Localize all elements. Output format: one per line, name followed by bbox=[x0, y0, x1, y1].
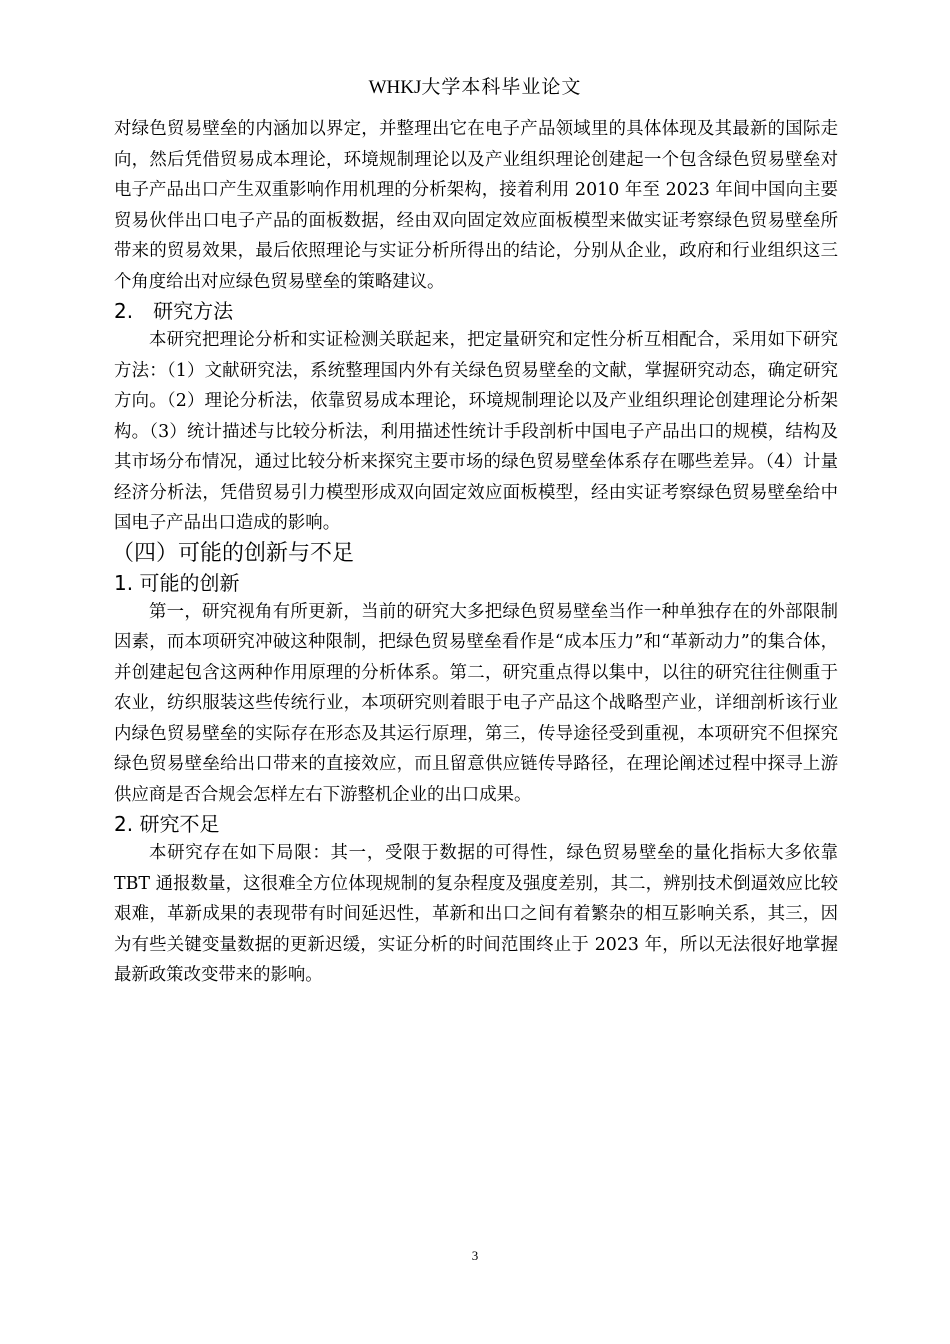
heading-shortcoming: 2. 研究不足 bbox=[114, 812, 220, 836]
paragraph-innovation: 第一，研究视角有所更新，当前的研究大多把绿色贸易壁垒当作一种单独存在的外部限制因素，而本项研究冲破这种限制，把绿色贸易壁垒看作是“成本压力”和“革新动力”的集合体，并创建起包含这两种作用原理的分析体系。第二，研究重点得以集中，以往的研究往往侧重于农业，纺织服装这些传统行业，本项研究则着眼于电子产品这个战略型产业，详细剖析该行业内绿色贸易壁垒的实际存在形态及其运行原理，第三，传导途径受到重视，本项研究不但探究绿色贸易壁垒给出口带来的直接效应，而且留意供应链传导路径，在理论阐述过程中探寻上游供应商是否合规会怎样左右下游整机企业的出口成果。 bbox=[114, 601, 838, 805]
heading-research-method: 2. 研究方法 bbox=[114, 299, 234, 323]
page-number: 3 bbox=[471, 1248, 479, 1263]
paragraph-intro: 对绿色贸易壁垒的内涵加以界定，并整理出它在电子产品领域里的具体体现及其最新的国际走向，然后凭借贸易成本理论，环境规制理论以及产业组织理论创建起一个包含绿色贸易壁垒对电子产品出口产生双重影响作用机理的分析架构，接着利用 2010 年至 2023 年间中国向主要贸易伙伴出口电子产品的面板数据，经由双向固定效应面板模型来做实证考察绿色贸易壁垒所带来的贸易效果，最后依照理论与实证分析所得出的结论，分别从企业，政府和行业组织这三个角度给出对应绿色贸易壁垒的策略建议。 bbox=[114, 119, 838, 292]
header-school-abbrev: WHKJ bbox=[368, 77, 422, 98]
heading-innovation: 1. 可能的创新 bbox=[114, 570, 240, 595]
paragraph-methods: 本研究把理论分析和实证检测关联起来，把定量研究和定性分析互相配合，采用如下研究方法：（1）文献研究法，系统整理国内外有关绿色贸易壁垒的文献，掌握研究动态，确定研究方向。（2）理论分析法，依靠贸易成本理论，环境规制理论以及产业组织理论创建理论分析架构。（3）统计描述与比较分析法，利用描述性统计手段剖析中国电子产品出口的规模，结构及其市场分布情况，通过比较分析来探究主要市场的绿色贸易壁垒体系存在哪些差异。（4）计量经济分析法，凭借贸易引力模型形成双向固定效应面板模型，经由实证考察绿色贸易壁垒给中国电子产品出口造成的影响。 bbox=[114, 330, 838, 533]
document-body bbox=[114, 114, 838, 991]
header-title: 大学本科毕业论文 bbox=[421, 76, 582, 98]
running-header bbox=[0, 72, 950, 99]
section-heading-innovation-shortcoming: （四）可能的创新与不足 bbox=[112, 540, 355, 566]
paragraph-shortcoming: 本研究存在如下局限：其一，受限于数据的可得性，绿色贸易壁垒的量化指标大多依靠 TBT 通报数量，这很难全方位体现规制的复杂程度及强度差别，其二，辨别技术倒逼效应比较艰难，革新成果的表现带有时间延迟性，革新和出口之间有着繁杂的相互影响关系，其三，因为有些关键变量数据的更新迟缓，实证分析的时间范围终止于 2023 年，所以无法很好地掌握最新政策改变带来的影响。 bbox=[114, 843, 838, 985]
